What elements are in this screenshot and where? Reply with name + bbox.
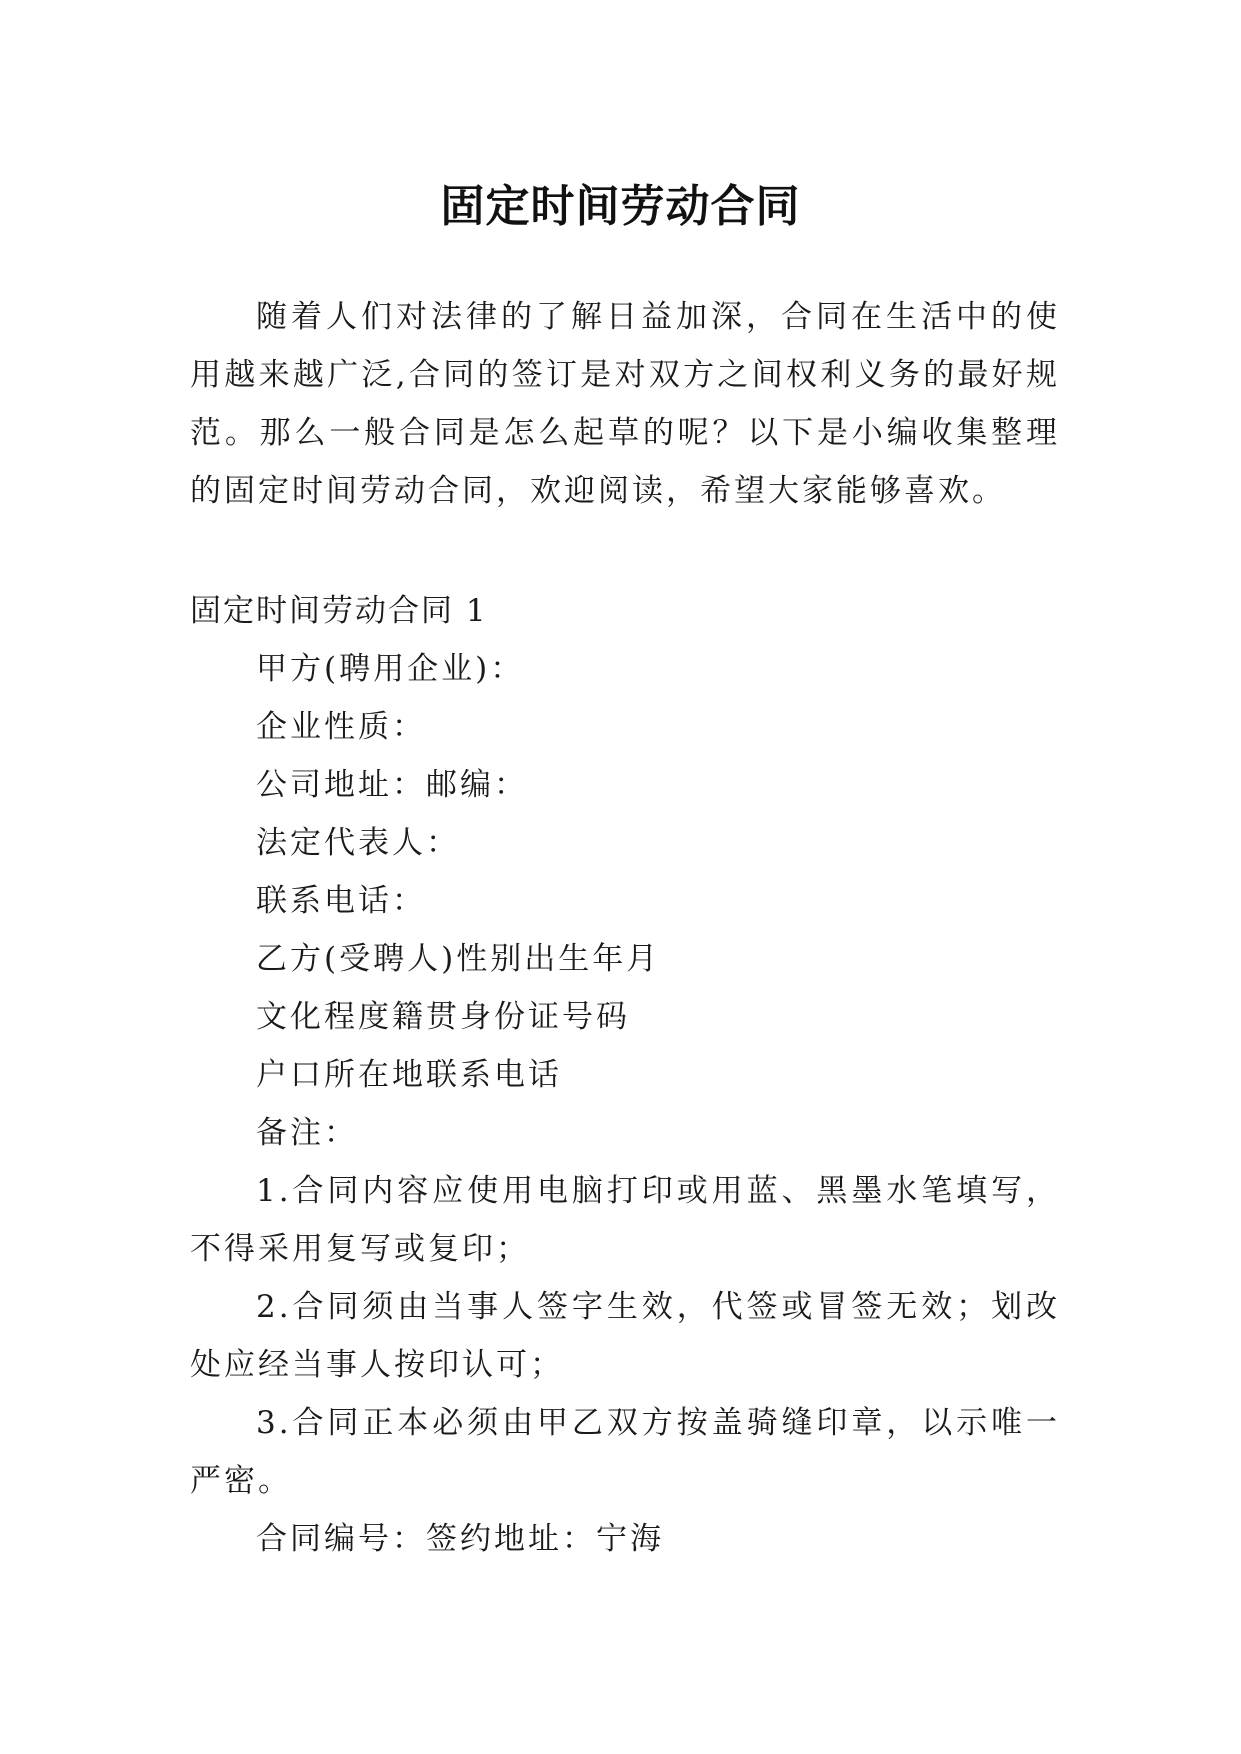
note-item: 1.合同内容应使用电脑打印或用蓝、黑墨水笔填写，不得采用复写或复印；	[190, 1173, 1060, 1267]
field-education: 文化程度籍贯身份证号码	[256, 999, 630, 1035]
note-item: 2.合同须由当事人签字生效，代签或冒签无效；划改处应经当事人按印认可；	[190, 1289, 1060, 1383]
note-item: 3.合同正本必须由甲乙双方按盖骑缝印章，以示唯一严密。	[190, 1405, 1060, 1499]
intro-paragraph: 随着人们对法律的了解日益加深，合同在生活中的使用越来越广泛,合同的签订是对双方之间权利义务的最好规范。那么一般合同是怎么起草的呢？以下是小编收集整理的固定时间劳动合同，欢迎阅读，希望大家能够喜欢。	[190, 299, 1060, 509]
closing-line: 合同编号：签约地址：宁海	[256, 1521, 664, 1557]
field-company-address: 公司地址：邮编：	[256, 767, 528, 803]
field-remarks-label: 备注：	[256, 1115, 358, 1151]
section-heading: 固定时间劳动合同 1	[190, 593, 488, 629]
field-household-registration: 户口所在地联系电话	[256, 1057, 562, 1093]
field-legal-representative: 法定代表人：	[256, 825, 460, 861]
field-contact-phone: 联系电话：	[256, 883, 426, 919]
field-party-b: 乙方(受聘人)性别出生年月	[256, 941, 661, 977]
contract-fields	[190, 640, 1060, 1568]
document-title: 固定时间劳动合同	[440, 181, 801, 233]
field-enterprise-type: 企业性质：	[256, 709, 426, 745]
field-party-a: 甲方(聘用企业)：	[256, 651, 525, 687]
